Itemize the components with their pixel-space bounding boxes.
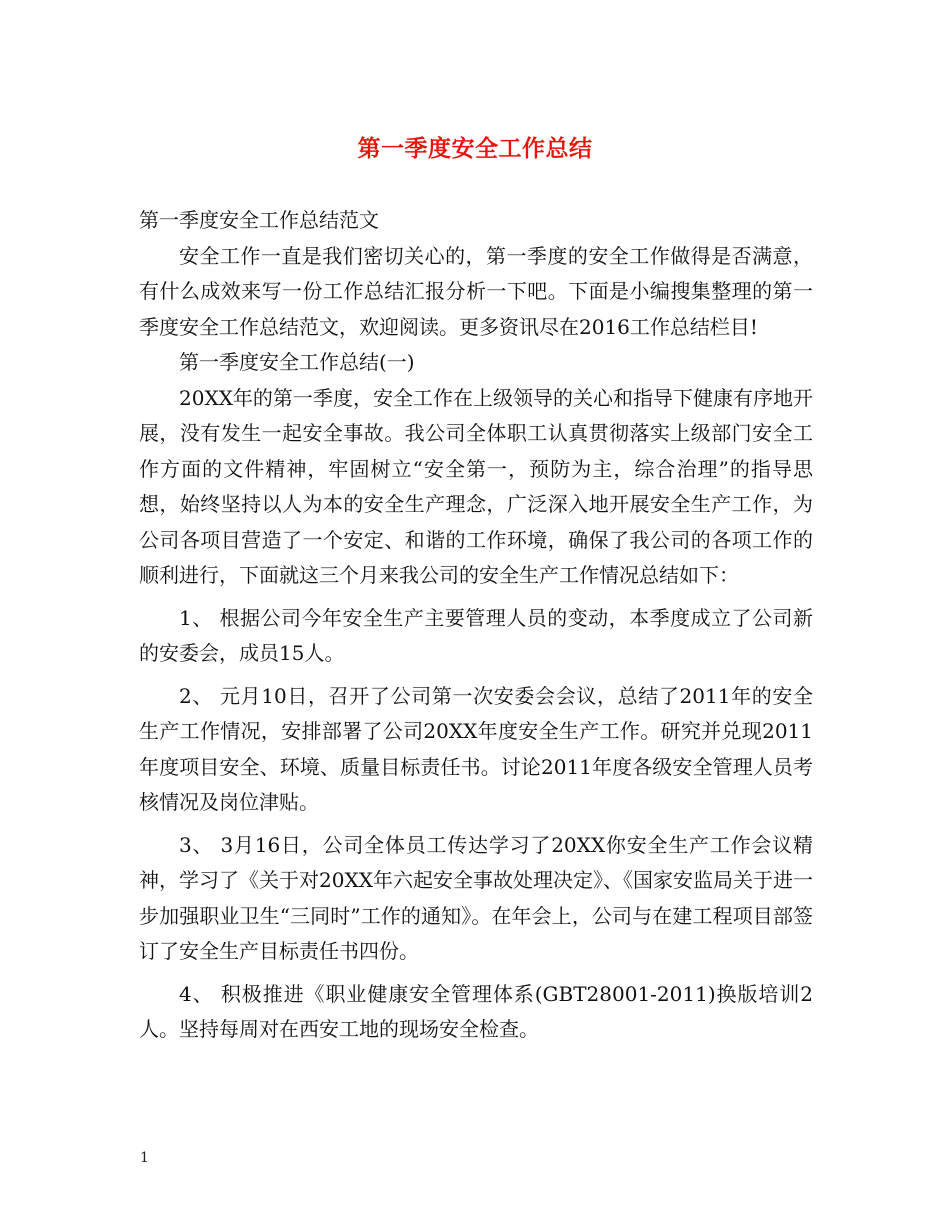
- document-body: [139, 203, 813, 1048]
- body-paragraph: 20XX年的第一季度，安全工作在上级领导的关心和指导下健康有序地开展，没有发生一起安全事故。我公司全体职工认真贯彻落实上级部门安全工作方面的文件精神，牢固树立“安全第一，预防为主，综合治理”的指导思想，始终坚持以人为本的安全生产理念，广泛深入地开展安全生产工作，为公司各项目营造了一个安定、和谐的工作环境，确保了我公司的各项工作的顺利进行，下面就这三个月来我公司的安全生产工作情况总结如下：: [139, 385, 813, 587]
- list-item-1: 1、 根据公司今年安全生产主要管理人员的变动，本季度成立了公司新的安委会，成员15人。: [139, 605, 813, 665]
- subtitle-paragraph: 第一季度安全工作总结范文: [139, 208, 379, 232]
- list-item-2: 2、 元月10日，召开了公司第一次安委会会议，总结了2011年的安全生产工作情况，安排部署了公司20XX年度安全生产工作。研究并兑现2011年度项目安全、环境、质量目标责任书。讨论2011年度各级安全管理人员考核情况及岗位津贴。: [139, 683, 813, 814]
- page-number: 1: [140, 1150, 149, 1166]
- intro-paragraph: 安全工作一直是我们密切关心的，第一季度的安全工作做得是否满意，有什么成效来写一份工作总结汇报分析一下吧。下面是小编搜集整理的第一季度安全工作总结范文，欢迎阅读。更多资讯尽在2016工作总结栏目!: [139, 243, 813, 339]
- list-item-3: 3、 3月16日，公司全体员工传达学习了20XX你安全生产工作会议精神，学习了《关于对20XX年六起安全事故处理决定》、《国家安监局关于进一步加强职业卫生“三同时”工作的通知》。在年会上，公司与在建工程项目部签订了安全生产目标责任书四份。: [139, 832, 813, 963]
- document-title: 第一季度安全工作总结: [357, 136, 593, 162]
- section-heading: 第一季度安全工作总结(一): [179, 350, 415, 374]
- list-item-4: 4、 积极推进《职业健康安全管理体系(GBT28001-2011)换版培训2人。坚持每周对在西安工地的现场安全检查。: [139, 981, 813, 1041]
